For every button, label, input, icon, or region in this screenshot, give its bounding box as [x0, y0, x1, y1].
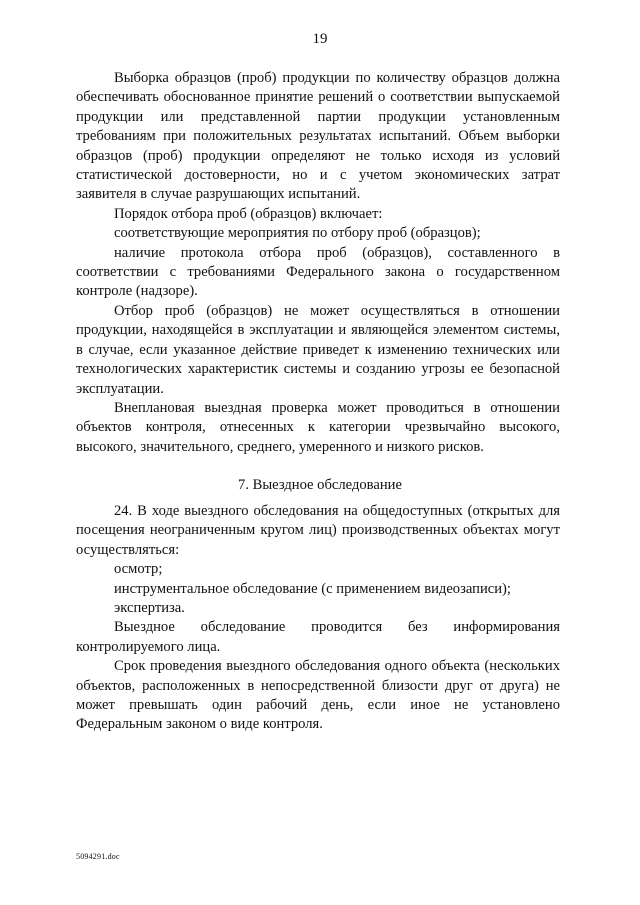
body-text-section-a — [76, 69, 560, 457]
paragraph-duration: Срок проведения выездного обследования одного объекта (нескольких объектов, расположенных в непосредственной близости друг от друга) не может превышать один рабочий день, если иное не установлено Федеральным законом о виде контроля. — [76, 658, 560, 733]
list-item-expertise: экспертиза. — [114, 600, 185, 617]
document-file-code: 5094291.doc — [76, 852, 120, 861]
list-item-inspection: осмотр; — [114, 561, 163, 578]
paragraph-no-notification: Выездное обследование проводится без информирования контролируемого лица. — [76, 619, 560, 655]
paragraph-sampling-protocol: наличие протокола отбора проб (образцов), составленного в соответствии с требованиями Федерального закона о государственном контроле (надзоре). — [76, 244, 560, 300]
paragraph-item-24: 24. В ходе выездного обследования на общедоступных (открытых для посещения неограниченным кругом лиц) производственных объектах могут осуществляться: — [76, 503, 560, 558]
list-item-instrumental: инструментальное обследование (с применением видеозаписи); — [114, 580, 511, 597]
section-heading: 7. Выездное обследование — [238, 477, 402, 493]
paragraph-sampling-procedure: Порядок отбора проб (образцов) включает: — [114, 205, 383, 222]
body-text-section-7 — [76, 502, 560, 735]
paragraph-unscheduled-inspection: Внеплановая выездная проверка может проводиться в отношении объектов контроля, отнесенных к категории чрезвычайно высокого, высокого, значительного, среднего, умеренного и низкого рисков. — [76, 399, 560, 455]
paragraph-sampling-restriction: Отбор проб (образцов) не может осуществляться в отношении продукции, находящейся в эксплуатации и являющейся элементом системы, в случае, если указанное действие приведет к изменению технических или технологических характеристик системы и созданию угрозы ее безопасной эксплуатации. — [76, 302, 560, 397]
page-number: 19 — [312, 31, 328, 47]
paragraph-sample-selection: Выборка образцов (проб) продукции по количеству образцов должна обеспечивать обоснованное принятие решений о соответствии выпускаемой продукции или представленной партии продукции установленным требованиям при положительных результатах испытаний. Объем выборки образцов (проб) продукции определяют не только исходя из условий статистической достоверности, но и с учетом экономических затрат заявителя в случае разрушающих испытаний. — [76, 70, 560, 203]
paragraph-sampling-measures: соответствующие мероприятия по отбору проб (образцов); — [114, 225, 481, 242]
